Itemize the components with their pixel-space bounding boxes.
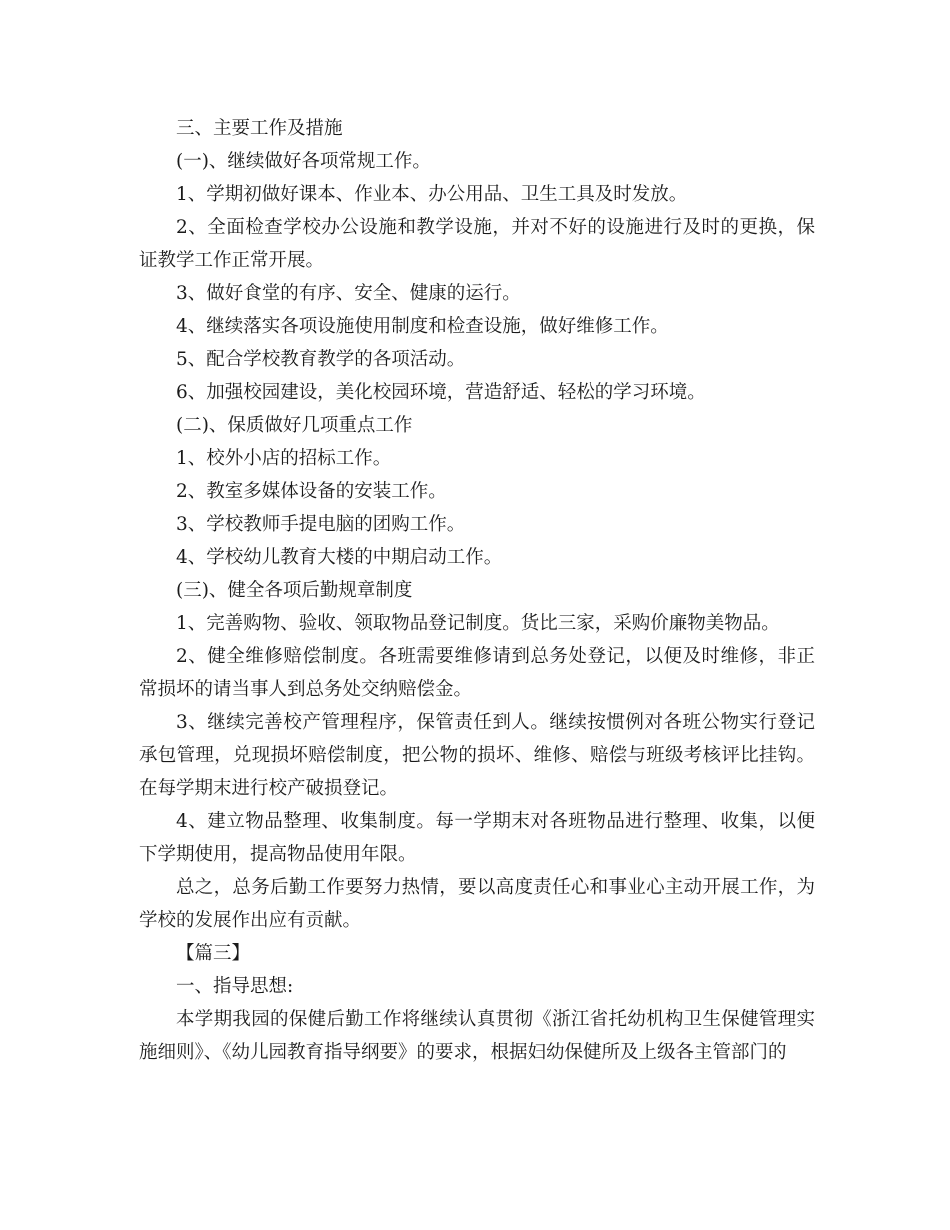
list-item: 1、完善购物、验收、领取物品登记制度。货比三家，采购价廉物美物品。 [176,613,780,634]
list-item: 1、学期初做好课本、作业本、办公用品、卫生工具及时发放。 [176,184,688,205]
list-item: 4、建立物品整理、收集制度。每一学期末对各班物品进行整理、收集，以便下学期使用，提高物品使用年限。 [139,811,815,865]
summary-paragraph: 总之，总务后勤工作要努力热情，要以高度责任心和事业心主动开展工作，为学校的发展作出应有贡献。 [139,877,815,931]
section-heading-main-work: 三、主要工作及措施 [176,118,343,139]
document-body [139,112,815,1069]
chapter-heading-part-three: 【篇三】 [176,943,251,964]
section-heading-guiding-ideology: 一、指导思想: [176,976,294,997]
subsection-heading-regulations: (三)、健全各项后勤规章制度 [176,580,413,601]
list-item: 4、学校幼儿教育大楼的中期启动工作。 [176,547,503,568]
list-item: 2、健全维修赔偿制度。各班需要维修请到总务处登记，以便及时维修，非正常损坏的请当事人到总务处交纳赔偿金。 [139,646,815,700]
body-paragraph: 本学期我园的保健后勤工作将继续认真贯彻《浙江省托幼机构卫生保健管理实施细则》、《幼儿园教育指导纲要》的要求，根据妇幼保健所及上级各主管部门的 [139,1009,815,1063]
list-item: 2、教室多媒体设备的安装工作。 [176,481,447,502]
list-item: 3、学校教师手提电脑的团购工作。 [176,514,466,535]
list-item: 6、加强校园建设，美化校园环境，营造舒适、轻松的学习环境。 [176,382,706,403]
subsection-heading-key-work: (二)、保质做好几项重点工作 [176,415,413,436]
list-item: 4、继续落实各项设施使用制度和检查设施，做好维修工作。 [176,316,669,337]
list-item: 2、全面检查学校办公设施和教学设施，并对不好的设施进行及时的更换，保证教学工作正常开展。 [139,217,815,271]
list-item: 3、做好食堂的有序、安全、健康的运行。 [176,283,521,304]
list-item: 5、配合学校教育教学的各项活动。 [176,349,466,370]
subsection-heading-routine-work: (一)、继续做好各项常规工作。 [176,151,431,172]
list-item: 3、继续完善校产管理程序，保管责任到人。继续按惯例对各班公物实行登记承包管理，兑现损坏赔偿制度，把公物的损坏、维修、赔偿与班级考核评比挂钩。在每学期末进行校产破损登记。 [139,712,815,799]
list-item: 1、校外小店的招标工作。 [176,448,392,469]
